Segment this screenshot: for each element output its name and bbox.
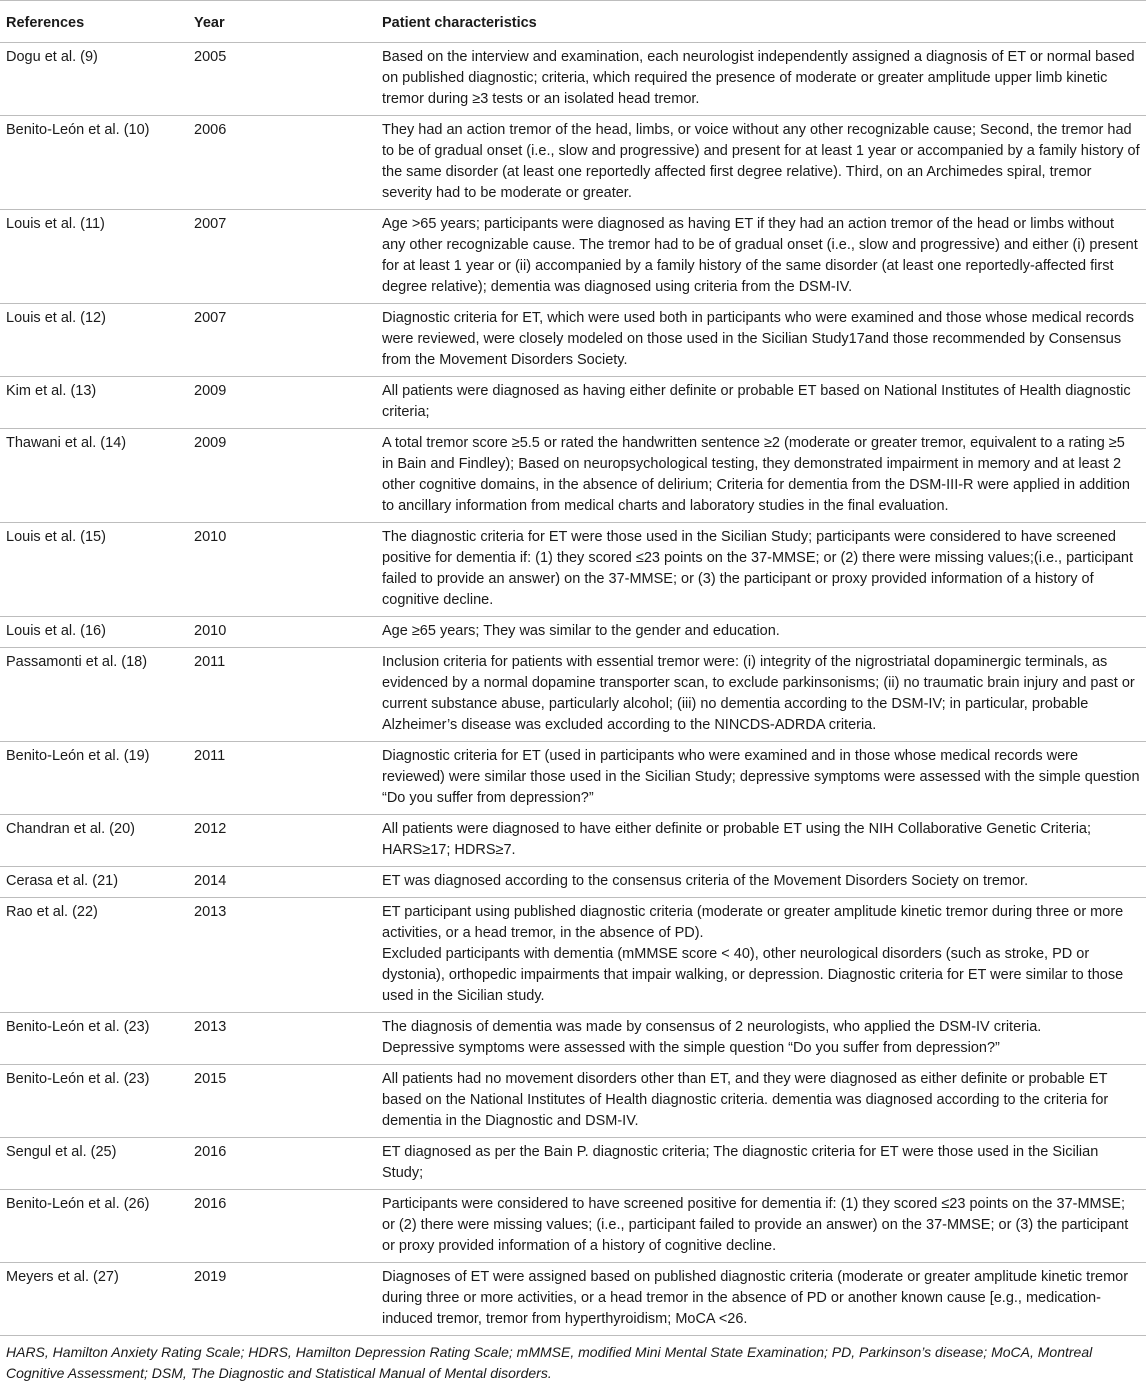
table-row [0,617,1146,648]
cell-reference: Louis et al. (11) [0,210,188,304]
cell-reference: Benito-León et al. (23) [0,1065,188,1138]
table-row [0,377,1146,429]
cell-patient-characteristics [376,815,1146,867]
cell-patient-characteristics [376,617,1146,648]
cell-reference: Benito-León et al. (26) [0,1190,188,1263]
patient-characteristics-text: All patients had no movement disorders other than ET, and they were diagnosed as either definite or probable ET based on the National Institutes of Health diagnostic criteria. dementia was diagnosed according to the criteria for dementia in the Diagnostic and DSM-IV. [382,1071,1109,1129]
cell-patient-characteristics [376,377,1146,429]
cell-year: 2010 [188,523,376,617]
header-year: Year [188,1,376,43]
cell-reference: Cerasa et al. (21) [0,867,188,898]
patient-characteristics-text: ET diagnosed as per the Bain P. diagnostic criteria; The diagnostic criteria for ET were those used in the Sicilian Study; [382,1144,1099,1181]
table-row [0,1138,1146,1190]
cell-patient-characteristics [376,867,1146,898]
cell-year: 2012 [188,815,376,867]
header-patient-characteristics: Patient characteristics [376,1,1146,43]
cell-patient-characteristics [376,1065,1146,1138]
cell-year: 2007 [188,210,376,304]
patient-characteristics-text: Based on the interview and examination, each neurologist independently assigned a diagnosis of ET or normal based on published diagnostic; criteria, which required the presence of moderate or greater amplitude upper limb kinetic tremor during ≥3 tests or an isolated head tremor. [382,49,1135,107]
cell-year: 2011 [188,742,376,815]
patient-characteristics-text: ET participant using published diagnostic criteria (moderate or greater amplitude kinetic tremor during three or more activities, or a head tremor, in the absence of PD). [382,904,1124,941]
patient-characteristics-text: All patients were diagnosed to have either definite or probable ET using the NIH Collaborative Genetic Criteria; HARS≥17; HDRS≥7. [382,821,1092,858]
cell-year: 2006 [188,116,376,210]
table-row [0,116,1146,210]
table-row [0,815,1146,867]
cell-year: 2016 [188,1138,376,1190]
table-row [0,1065,1146,1138]
table-row [0,867,1146,898]
cell-patient-characteristics [376,1013,1146,1065]
cell-patient-characteristics [376,1138,1146,1190]
cell-patient-characteristics [376,43,1146,116]
cell-patient-characteristics [376,304,1146,377]
cell-year: 2009 [188,429,376,523]
cell-patient-characteristics [376,648,1146,742]
patient-characteristics-text: Age >65 years; participants were diagnosed as having ET if they had an action tremor of the head or limbs without any other recognizable cause. The tremor had to be of gradual onset (i.e., slow and progressive) and either (i) present for at least 1 year or (ii) accompanied by a family history of the same disorder (at least one reportedly-affected first degree relative); dementia was diagnosed using criteria from the DSM-IV. [382,216,1138,295]
table-row [0,304,1146,377]
cell-reference: Kim et al. (13) [0,377,188,429]
patient-characteristics-text: Inclusion criteria for patients with essential tremor were: (i) integrity of the nigrostriatal dopaminergic terminals, as evidenced by a normal dopamine transporter scan, to exclude parkinsonisms; (ii) no traumatic brain injury and past or current substance abuse, particularly alcohol; (iii) no dementia according to the DSM-IV; in particular, probable Alzheimer’s disease was excluded according to the NINCDS-ADRDA criteria. [382,654,1135,733]
cell-patient-characteristics [376,523,1146,617]
table-row [0,210,1146,304]
patient-characteristics-text: All patients were diagnosed as having either definite or probable ET based on National Institutes of Health diagnostic criteria; [382,383,1131,420]
cell-year: 2010 [188,617,376,648]
patient-characteristics-text: Excluded participants with dementia (mMMSE score < 40), other neurological disorders (such as stroke, PD or dystonia), orthopedic impairments that impair walking, or depression. Diagnostic criteria for ET were similar to those used in the Sicilian study. [382,946,1124,1004]
cell-year: 2013 [188,1013,376,1065]
table-footnote: HARS, Hamilton Anxiety Rating Scale; HDRS, Hamilton Depression Rating Scale; mMMSE, modified Mini Mental State Examination; PD, Parkinson’s disease; MoCA, Montreal Cognitive Assessment; DSM, The Diagnostic and Statistical Manual of Mental disorders. [6,1344,1093,1381]
table-row [0,898,1146,1013]
cell-reference: Benito-León et al. (19) [0,742,188,815]
cell-reference: Benito-León et al. (10) [0,116,188,210]
patient-characteristics-text: The diagnostic criteria for ET were those used in the Sicilian Study; participants were considered to have screened positive for dementia if: (1) they scored ≤23 points on the 37-MMSE; or (2) there were missing values;(i.e., participant failed to provide an answer) on the 37-MMSE; or (3) the participant or proxy provided information of a history of cognitive decline. [382,529,1134,608]
patient-characteristics-text: Diagnostic criteria for ET (used in participants who were examined and in those whose medical records were reviewed) were similar those used in the Sicilian Study; depressive symptoms were assessed with the simple question “Do you suffer from depression?” [382,748,1140,806]
cell-year: 2015 [188,1065,376,1138]
cell-patient-characteristics [376,898,1146,1013]
table-header [0,1,1146,43]
table-row [0,1190,1146,1263]
cell-patient-characteristics [376,742,1146,815]
patient-characteristics-text: Participants were considered to have screened positive for dementia if: (1) they scored ≤23 points on the 37-MMSE; or (2) there were missing values; (i.e., participant failed to provide an answer) on the 37-MMSE; or (3) the participant or proxy provided information of a history of cognitive decline. [382,1196,1129,1254]
table-row [0,1013,1146,1065]
table-row [0,648,1146,742]
cell-year: 2011 [188,648,376,742]
cell-year: 2007 [188,304,376,377]
cell-reference: Sengul et al. (25) [0,1138,188,1190]
cell-year: 2014 [188,867,376,898]
table-row [0,742,1146,815]
patient-characteristics-text: Diagnoses of ET were assigned based on published diagnostic criteria (moderate or greater amplitude kinetic tremor during three or more activities, or a head tremor in the absence of PD or another known cause [e.g., medication-induced tremor, tremor from hyperthyroidism; MoCA <26. [382,1269,1129,1327]
cell-year: 2016 [188,1190,376,1263]
table-row [0,1263,1146,1336]
cell-reference: Thawani et al. (14) [0,429,188,523]
patient-characteristics-text: Diagnostic criteria for ET, which were used both in participants who were examined and those whose medical records were reviewed, were closely modeled on those used in the Sicilian Study17and those recommended by Consensus from the Movement Disorders Society. [382,310,1134,368]
cell-reference: Louis et al. (15) [0,523,188,617]
cell-reference: Dogu et al. (9) [0,43,188,116]
patient-characteristics-text: A total tremor score ≥5.5 or rated the handwritten sentence ≥2 (moderate or greater tremor, equivalent to a rating ≥5 in Bain and Findley); Based on neuropsychological testing, they demonstrated impairment in memory and at least 2 other cognitive domains, in the absence of delirium; Criteria for dementia from the DSM-III-R were applied in addition to ancillary information from medical charts and laboratory studies in the final evaluation. [382,435,1130,514]
table-row [0,523,1146,617]
patient-characteristics-text: The diagnosis of dementia was made by consensus of 2 neurologists, who applied the DSM-IV criteria. [382,1019,1042,1035]
cell-patient-characteristics [376,1263,1146,1336]
cell-year: 2009 [188,377,376,429]
table-row [0,429,1146,523]
cell-reference: Meyers et al. (27) [0,1263,188,1336]
patient-characteristics-text: Depressive symptoms were assessed with the simple question “Do you suffer from depression?” [382,1040,1000,1056]
cell-reference: Louis et al. (12) [0,304,188,377]
cell-patient-characteristics [376,116,1146,210]
patient-characteristics-text: They had an action tremor of the head, limbs, or voice without any other recognizable cause; Second, the tremor had to be of gradual onset (i.e., slow and progressive) and present for at least 1 year or accompanied by a family history of the same disorder (at least one reportedly affected first degree relative). Third, on an Archimedes spiral, tremor severity had to be moderate or greater. [382,122,1140,201]
cell-patient-characteristics [376,429,1146,523]
patient-characteristics-text: Age ≥65 years; They was similar to the gender and education. [382,623,780,639]
cell-reference: Benito-León et al. (23) [0,1013,188,1065]
patient-characteristics-text: ET was diagnosed according to the consensus criteria of the Movement Disorders Society on tremor. [382,873,1029,889]
cell-patient-characteristics [376,210,1146,304]
header-row [0,1,1146,43]
header-references: References [0,1,188,43]
cell-reference: Chandran et al. (20) [0,815,188,867]
cell-year: 2013 [188,898,376,1013]
table-body [0,43,1146,1336]
table-row [0,43,1146,116]
cell-patient-characteristics [376,1190,1146,1263]
cell-year: 2019 [188,1263,376,1336]
cell-reference: Passamonti et al. (18) [0,648,188,742]
cell-reference: Rao et al. (22) [0,898,188,1013]
cell-reference: Louis et al. (16) [0,617,188,648]
cell-year: 2005 [188,43,376,116]
